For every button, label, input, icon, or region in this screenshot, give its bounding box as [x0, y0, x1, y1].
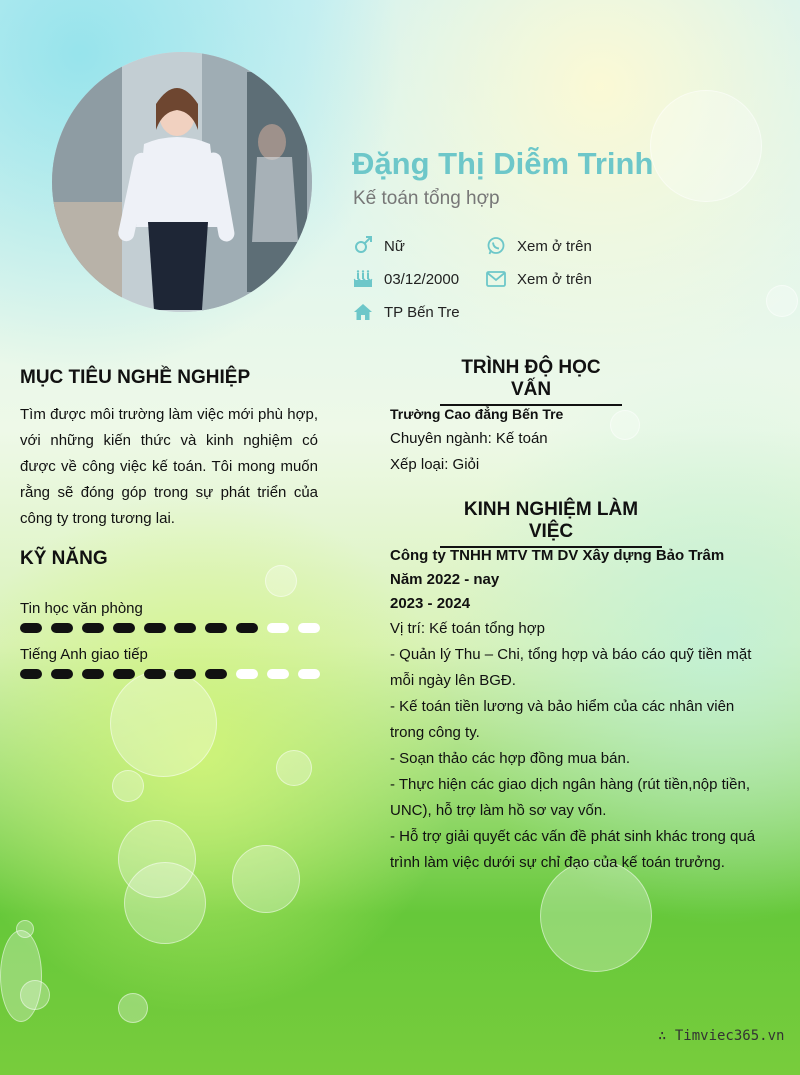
- skill-rating: [20, 623, 320, 633]
- objective-heading: MỤC TIÊU NGHỀ NGHIỆP: [20, 367, 251, 388]
- home-icon: [353, 302, 373, 322]
- bokeh-decoration: [540, 860, 652, 972]
- skill-dot-filled: [20, 623, 42, 633]
- bokeh-decoration: [16, 920, 34, 938]
- skill-dot-filled: [205, 623, 227, 633]
- email-value: Xem ở trên: [517, 270, 592, 288]
- duty-item: - Soạn thảo các hợp đồng mua bán.: [390, 750, 630, 767]
- skill-dot-empty: [267, 623, 289, 633]
- duty-item: - Kế toán tiền lương và bảo hiểm của các nhân viên trong công ty.: [390, 698, 735, 741]
- candidate-name: Đặng Thị Diễm Trinh: [352, 146, 654, 181]
- bokeh-decoration: [20, 980, 50, 1010]
- experience-company: Công ty TNHH MTV TM DV Xây dựng Bảo Trâm: [390, 547, 725, 564]
- bokeh-decoration: [110, 670, 217, 777]
- avatar-photo-illustration: [52, 52, 312, 312]
- duty-item: - Hỗ trợ giải quyết các vấn đề phát sinh khác trong quá trình làm việc dưới sự chỉ đạo của kế toán trưởng.: [390, 828, 756, 871]
- bokeh-decoration: [276, 750, 312, 786]
- skill-dot-filled: [113, 669, 135, 679]
- skill-dot-filled: [205, 669, 227, 679]
- skill-dot-filled: [113, 623, 135, 633]
- objective-text: Tìm được môi trường làm việc mới phù hợp, với những kiến thức và kinh nghiệm có được về công việc kế toán. Tôi mong muốn rằng sẽ đóng góp trong sự phát triển của công ty trong tương lai.: [20, 406, 318, 527]
- info-birthday: [353, 269, 459, 289]
- bokeh-decoration: [610, 410, 640, 440]
- skill-dot-filled: [236, 623, 258, 633]
- skill-dot-empty: [298, 623, 320, 633]
- bokeh-decoration: [265, 565, 297, 597]
- info-gender: [353, 236, 405, 256]
- duty-item: - Quản lý Thu – Chi, tổng hợp và báo cáo quỹ tiền mặt mỗi ngày lên BGĐ.: [390, 646, 752, 689]
- bokeh-decoration: [124, 862, 206, 944]
- experience-period: Năm 2022 - nay: [390, 571, 500, 588]
- info-phone: [486, 236, 592, 256]
- education-school: Trường Cao đẳng Bến Tre: [390, 406, 564, 422]
- watermark: ∴ Timviec365.vn: [658, 1028, 785, 1044]
- address-value: TP Bến Tre: [384, 303, 460, 321]
- job-title: Kế toán tổng hợp: [353, 188, 500, 209]
- skill-dot-filled: [174, 669, 196, 679]
- skill-dot-filled: [144, 623, 166, 633]
- skills-heading: KỸ NĂNG: [20, 548, 108, 569]
- experience-heading: KINH NGHIỆM LÀM VIỆC: [440, 499, 662, 548]
- education-grade: Xếp loại: Giỏi: [390, 456, 480, 473]
- bokeh-decoration: [650, 90, 762, 202]
- experience-period: 2023 - 2024: [390, 595, 471, 612]
- experience-duties: [390, 642, 770, 876]
- bokeh-decoration: [766, 285, 798, 317]
- duty-item: - Thực hiện các giao dịch ngân hàng (rút tiền,nộp tiền, UNC), hỗ trợ làm hồ sơ vay vốn.: [390, 776, 750, 819]
- skill-rating: [20, 669, 320, 679]
- avatar: [52, 52, 312, 312]
- skill-dot-filled: [174, 623, 196, 633]
- birthday-cake-icon: [353, 269, 373, 289]
- skill-dot-empty: [267, 669, 289, 679]
- skill-dot-filled: [144, 669, 166, 679]
- skill-dot-empty: [236, 669, 258, 679]
- skill-dot-filled: [51, 623, 73, 633]
- skill-dot-filled: [82, 669, 104, 679]
- education-heading: TRÌNH ĐỘ HỌC VẤN: [440, 357, 622, 406]
- skill-dot-filled: [51, 669, 73, 679]
- skill-name: Tin học văn phòng: [20, 600, 143, 617]
- info-address: [353, 302, 460, 322]
- gender-value: Nữ: [384, 237, 405, 255]
- bokeh-decoration: [232, 845, 300, 913]
- bokeh-decoration: [118, 993, 148, 1023]
- education-major: Chuyên ngành: Kế toán: [390, 430, 548, 447]
- info-email: [486, 269, 592, 289]
- skill-name: Tiếng Anh giao tiếp: [20, 646, 148, 663]
- female-icon: [353, 236, 373, 256]
- whatsapp-icon: [486, 236, 506, 256]
- skill-dot-empty: [298, 669, 320, 679]
- skill-dot-filled: [82, 623, 104, 633]
- bokeh-decoration: [112, 770, 144, 802]
- phone-value: Xem ở trên: [517, 237, 592, 255]
- skill-dot-filled: [20, 669, 42, 679]
- envelope-icon: [486, 269, 506, 289]
- birthday-value: 03/12/2000: [384, 270, 460, 288]
- experience-position: Vị trí: Kế toán tổng hợp: [390, 620, 545, 637]
